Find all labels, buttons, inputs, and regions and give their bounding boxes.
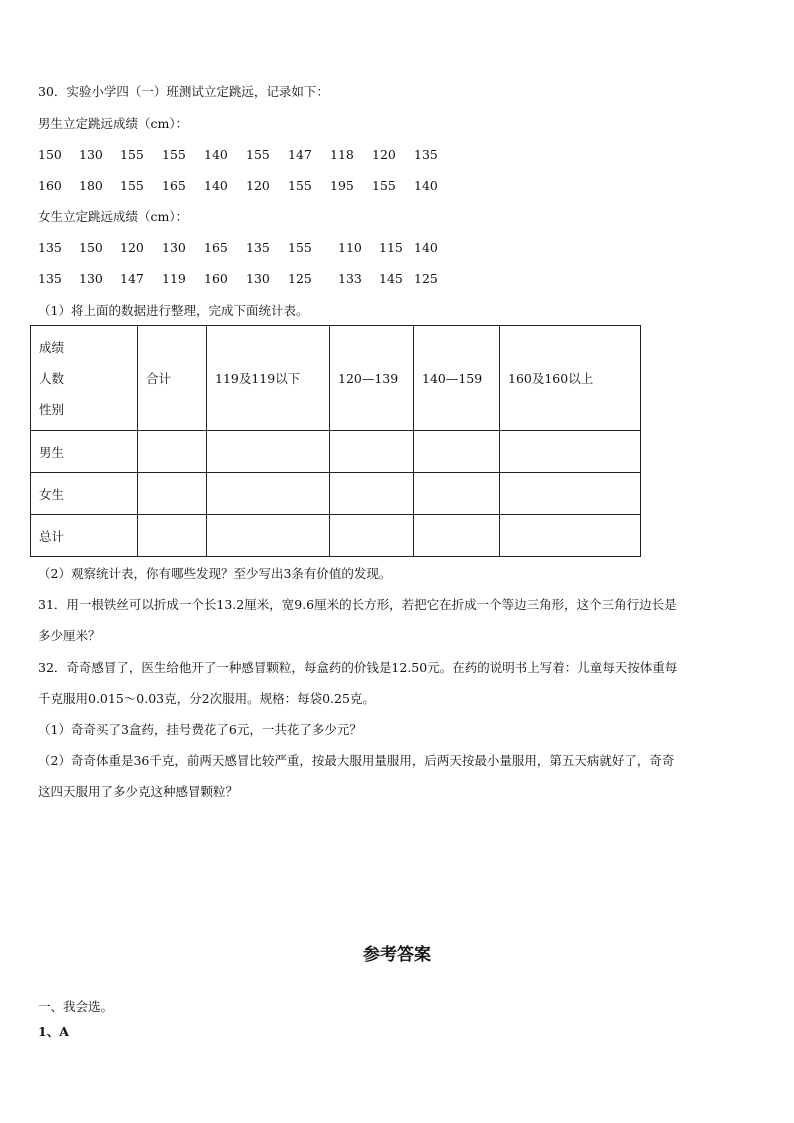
corner-label-gender: 性别	[39, 401, 65, 417]
q30-title: 30．实验小学四（一）班测试立定跳远，记录如下：	[38, 84, 329, 99]
num: 150	[79, 240, 103, 255]
table-cell[interactable]	[330, 473, 414, 515]
num: 155	[246, 147, 270, 162]
num: 165	[162, 178, 186, 193]
table-cell[interactable]	[207, 515, 330, 557]
num: 195	[330, 178, 354, 193]
num: 145	[379, 271, 403, 286]
q32-part2-line2: 这四天服用了多少克这种感冒颗粒？	[38, 784, 239, 799]
num: 119	[162, 271, 186, 286]
boys-label: 男生立定跳远成绩（cm）：	[38, 116, 189, 131]
q32-line2: 千克服用0.015～0.03克，分2次服用。规格：每袋0.25克。	[38, 691, 375, 706]
table-cell[interactable]	[138, 431, 207, 473]
corner-label-count: 人数	[39, 370, 65, 386]
table-cell[interactable]	[330, 431, 414, 473]
table-cell[interactable]	[500, 515, 641, 557]
num: 150	[38, 147, 62, 162]
row-header: 男生	[31, 431, 138, 473]
q32-line1: 32．奇奇感冒了，医生给他开了一种感冒颗粒，每盒药的价钱是12.50元。在药的说明书上写着：儿童每天按体重每	[38, 660, 678, 675]
table-row	[31, 431, 641, 473]
num: 155	[288, 240, 312, 255]
table-cell[interactable]	[207, 431, 330, 473]
q30-part1: （1）将上面的数据进行整理，完成下面统计表。	[38, 303, 309, 318]
num: 120	[120, 240, 144, 255]
num: 147	[288, 147, 312, 162]
table-corner-cell	[31, 326, 138, 431]
stats-table	[30, 325, 641, 557]
num: 125	[414, 271, 438, 286]
num: 130	[79, 271, 103, 286]
q32-part1: （1）奇奇买了3盒药，挂号费花了6元，一共花了多少元？	[38, 722, 362, 737]
num: 118	[330, 147, 354, 162]
table-cell[interactable]	[138, 473, 207, 515]
column-header: 120—139	[330, 326, 414, 431]
num: 135	[246, 240, 270, 255]
num: 130	[246, 271, 270, 286]
column-header: 160及160以上	[500, 326, 641, 431]
corner-label-score: 成绩	[39, 339, 65, 355]
num: 140	[414, 240, 438, 255]
num: 165	[204, 240, 228, 255]
num: 155	[162, 147, 186, 162]
column-header: 140—159	[414, 326, 500, 431]
num: 115	[379, 240, 403, 255]
num: 120	[246, 178, 270, 193]
answer-1: 1、A	[38, 1024, 69, 1039]
table-cell[interactable]	[500, 431, 641, 473]
num: 140	[204, 178, 228, 193]
column-header: 合计	[138, 326, 207, 431]
num: 133	[338, 271, 362, 286]
table-cell[interactable]	[138, 515, 207, 557]
num: 125	[288, 271, 312, 286]
num: 147	[120, 271, 144, 286]
girls-label: 女生立定跳远成绩（cm）：	[38, 209, 189, 224]
table-cell[interactable]	[414, 515, 500, 557]
num: 155	[372, 178, 396, 193]
table-row	[31, 515, 641, 557]
num: 135	[38, 271, 62, 286]
q32-part2-line1: （2）奇奇体重是36千克，前两天感冒比较严重，按最大服用量服用，后两天按最小量服用，第五天病就好了，奇奇	[38, 753, 675, 768]
num: 140	[414, 178, 438, 193]
table-cell[interactable]	[500, 473, 641, 515]
num: 130	[79, 147, 103, 162]
row-header: 女生	[31, 473, 138, 515]
table-cell[interactable]	[414, 473, 500, 515]
num: 155	[120, 178, 144, 193]
num: 135	[38, 240, 62, 255]
table-row	[31, 473, 641, 515]
num: 155	[120, 147, 144, 162]
table-cell[interactable]	[414, 431, 500, 473]
num: 160	[204, 271, 228, 286]
num: 140	[204, 147, 228, 162]
table-cell[interactable]	[330, 515, 414, 557]
q30-part2: （2）观察统计表，你有哪些发现？至少写出3条有价值的发现。	[38, 566, 392, 581]
table-header-row	[31, 326, 641, 431]
num: 135	[414, 147, 438, 162]
answers-section-1: 一、我会选。	[38, 999, 114, 1014]
row-header: 总计	[31, 515, 138, 557]
num: 110	[338, 240, 362, 255]
num: 180	[79, 178, 103, 193]
q31-line2: 多少厘米？	[38, 628, 101, 643]
q31-line1: 31．用一根铁丝可以折成一个长13.2厘米，宽9.6厘米的长方形，若把它在折成一个等边三角形，这个三角行边长是	[38, 597, 677, 612]
table-cell[interactable]	[207, 473, 330, 515]
num: 155	[288, 178, 312, 193]
num: 120	[372, 147, 396, 162]
num: 160	[38, 178, 62, 193]
answers-title: 参考答案	[363, 945, 431, 965]
column-header: 119及119以下	[207, 326, 330, 431]
num: 130	[162, 240, 186, 255]
